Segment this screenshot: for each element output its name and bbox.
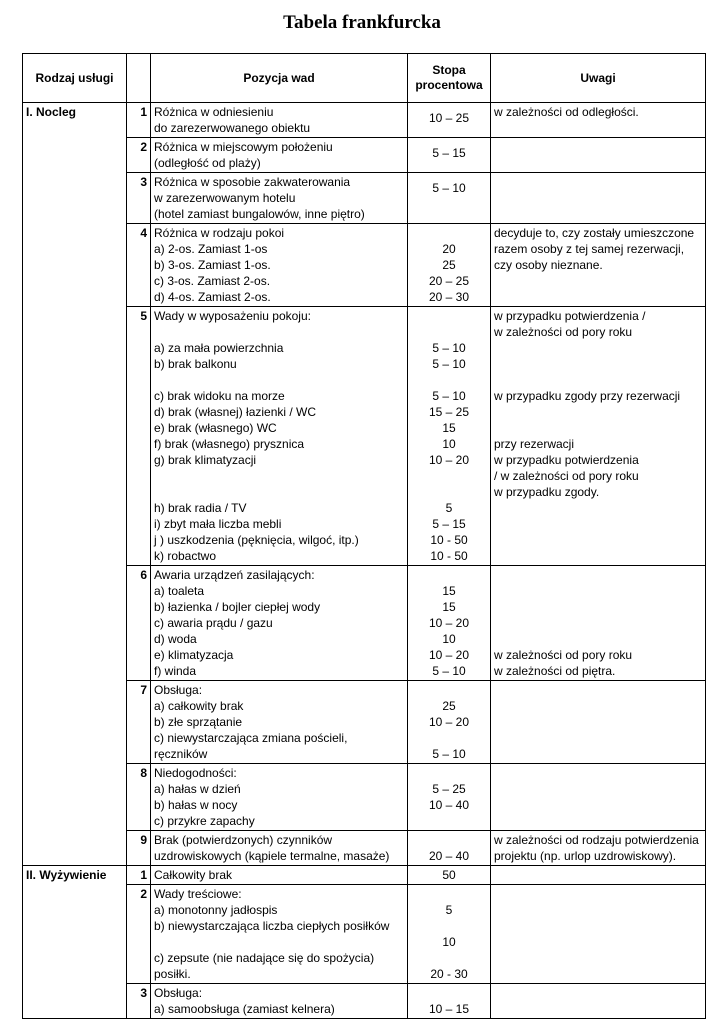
note-text [494,631,702,647]
position-line: f) winda [154,664,197,678]
note-text [494,548,702,564]
position-cell [151,103,408,138]
rate-value: 50 [442,868,456,882]
rate-value: 5 – 10 [432,181,466,195]
rate-value [411,372,487,388]
notes-cell [491,831,706,866]
rate-value: 15 [442,421,456,435]
position-line: b) hałas w nocy [154,798,238,812]
position-line: k) robactwo [154,549,217,563]
rate-value: 5 – 10 [432,747,466,761]
notes-cell [491,307,706,566]
note-text: w zależności od odległości. [494,105,639,119]
note-text [494,404,702,420]
rate-value: 5 – 10 [432,341,466,355]
position-line: a) monotonny jadłospis [154,903,278,917]
position-line: a) toaleta [154,584,205,598]
position-cell [151,866,408,885]
position-cell [151,224,408,307]
note-text [494,532,702,548]
rate-value: 10 [442,437,456,451]
position-line: b) brak balkonu [154,357,237,371]
position-cell [151,681,408,764]
position-line: c) brak widoku na morze [154,389,285,403]
note-text [494,567,702,583]
position-line [154,468,404,484]
rate-value: 15 – 25 [428,405,470,419]
rate-value [411,832,487,848]
rate-value [411,308,487,324]
position-line: c) przykre zapachy [154,814,255,828]
rate-value [411,484,487,500]
position-line: a) całkowity brak [154,699,244,713]
position-line [154,372,404,388]
position-line: w zarezerwowanym hotelu [154,191,296,205]
rate-value: 5 – 25 [432,782,466,796]
note-text: / w zależności od pory roku [494,469,639,483]
note-text: w zależności od rodzaju potwierdzenia [494,833,699,847]
row-number: 6 [127,566,151,681]
rate-cell [408,984,491,1019]
position-line: f) brak (własnego) prysznica [154,437,305,451]
rate-value [411,324,487,340]
position-line: Brak (potwierdzonych) czynników [154,833,333,847]
rate-value: 10 – 20 [428,715,470,729]
position-line: Różnica w miejscowym położeniu [154,140,333,154]
rate-cell [408,866,491,885]
rate-value [411,682,487,698]
notes-cell [491,984,706,1019]
position-line: b) 3-os. Zamiast 1-os. [154,258,271,272]
rate-value: 5 – 10 [432,389,466,403]
position-line [154,324,404,340]
note-text [494,516,702,532]
header-notes: Uwagi [491,54,706,103]
note-text: decydujе to, czy zostały umieszczone razem osoby z tej samej rezerwacji, czy osoby nieznane. [494,226,695,272]
notes-cell [491,866,706,885]
rate-value [411,765,487,781]
position-line: b) niewystarczająca liczba ciepłych posiłków [154,919,390,933]
rate-value: 25 [442,699,456,713]
rate-value: 10 – 20 [428,616,470,630]
position-line: h) brak radia / TV [154,501,247,515]
position-line: c) niewystarczająca zmiana pościeli, [154,731,348,745]
position-line: c) zepsute (nie nadające się do spożycia) [154,951,375,965]
position-line: ręczników [154,747,208,761]
rate-cell [408,566,491,681]
row-number: 8 [127,764,151,831]
row-number: 1 [127,866,151,885]
notes-cell [491,224,706,307]
rate-value: 10 - 50 [430,533,468,547]
table-header-row [23,54,706,103]
rate-value: 20 – 40 [428,849,470,863]
rate-cell [408,173,491,224]
position-line: Wady treściowe: [154,887,242,901]
note-text: w przypadku zgody. [494,485,600,499]
rate-value: 15 [442,584,456,598]
rate-value: 5 [445,903,453,917]
position-line: j ) uszkodzenia (pęknięcia, wilgoć, itp.) [154,533,359,547]
category-cell: I. Nocleg [23,103,127,866]
position-cell [151,173,408,224]
table-row [23,103,706,138]
rate-cell [408,307,491,566]
position-cell [151,566,408,681]
note-text: w zależności od piętra. [494,664,616,678]
header-position: Pozycja wad [151,54,408,103]
position-line: Różnica w sposobie zakwaterowania [154,175,351,189]
row-number: 9 [127,831,151,866]
rate-cell [408,831,491,866]
rate-value: 10 – 20 [428,453,470,467]
rate-value: 5 – 15 [432,146,466,160]
position-line: c) 3-os. Zamiast 2-os. [154,274,271,288]
rate-value [411,567,487,583]
position-line: Obsługa: [154,683,203,697]
position-line: do zarezerwowanego obiektu [154,121,311,135]
note-text [494,599,702,615]
position-line: g) brak klimatyzacji [154,453,257,467]
position-line: Awaria urządzeń zasilających: [154,568,315,582]
notes-cell [491,173,706,224]
position-line: Wady w wyposażeniu pokoju: [154,309,311,323]
frankfurt-table [22,53,706,1019]
rate-value [411,985,487,1001]
rate-value [411,950,487,966]
note-text: projektu (np. urlop uzdrowiskowy). [494,849,677,863]
rate-value: 10 [442,935,456,949]
row-number: 3 [127,173,151,224]
position-line: Różnica w rodzaju pokoi [154,226,285,240]
position-line: d) 4-os. Zamiast 2-os. [154,290,271,304]
rate-cell [408,138,491,173]
rate-value: 10 – 25 [428,111,470,125]
table-row [23,866,706,885]
rate-value: 5 – 15 [432,517,466,531]
header-rate: Stopa procentowa [408,54,491,103]
position-line: Niedogodności: [154,766,237,780]
position-line: c) awaria prądu / gazu [154,616,273,630]
header-number [127,54,151,103]
note-text: w zależności od pory roku [494,325,633,339]
position-line: (hotel zamiast bungalowów, inne piętro) [154,207,365,221]
rate-value: 5 [445,501,453,515]
position-line: e) klimatyzacja [154,648,234,662]
position-line: Całkowity brak [154,868,233,882]
position-line: a) samoobsługa (zamiast kelnera) [154,1002,335,1016]
note-text [494,420,702,436]
note-text [494,372,702,388]
note-text [494,340,702,356]
note-text: w przypadku zgody przy rezerwacji [494,389,681,403]
rate-value: 20 – 30 [428,290,470,304]
position-line: i) zbyt mała liczba mebli [154,517,282,531]
row-number: 1 [127,103,151,138]
rate-cell [408,681,491,764]
position-line: a) za mała powierzchnia [154,341,284,355]
rate-value [411,918,487,934]
rate-value: 10 [442,632,456,646]
document-title: Tabela frankfurcka [283,12,441,33]
rate-value [411,813,487,829]
position-line: (odległość od plaży) [154,156,261,170]
position-line: a) 2-os. Zamiast 1-os [154,242,268,256]
header-category: Rodzaj usługi [23,54,127,103]
row-number: 2 [127,138,151,173]
row-number: 7 [127,681,151,764]
notes-cell [491,103,706,138]
notes-cell [491,566,706,681]
position-line: b) złe sprzątanie [154,715,243,729]
note-text: w przypadku potwierdzenia [494,453,639,467]
table-body [23,103,706,1019]
category-cell: II. Wyżywienie [23,866,127,1019]
rate-value [411,225,487,241]
position-line: d) brak (własnej) łazienki / WC [154,405,317,419]
rate-value: 10 – 40 [428,798,470,812]
rate-value: 25 [442,258,456,272]
position-line: a) hałas w dzień [154,782,241,796]
note-text [494,500,702,516]
rate-cell [408,764,491,831]
rate-value: 5 – 10 [432,664,466,678]
row-number: 2 [127,885,151,984]
rate-value [411,730,487,746]
row-number: 4 [127,224,151,307]
position-cell [151,307,408,566]
position-line: e) brak (własnego) WC [154,421,277,435]
rate-value: 20 [442,242,456,256]
rate-value: 10 - 50 [430,549,468,563]
rate-value: 20 – 25 [428,274,470,288]
position-line: Obsługa: [154,986,203,1000]
note-text: przy rezerwacji [494,437,575,451]
note-text [494,356,702,372]
rate-value: 10 – 20 [428,648,470,662]
rate-value: 15 [442,600,456,614]
rate-value: 20 - 30 [430,967,468,981]
position-cell [151,885,408,984]
note-text [494,615,702,631]
notes-cell [491,681,706,764]
rate-cell [408,885,491,984]
position-cell [151,764,408,831]
rate-value: 5 – 10 [432,357,466,371]
rate-value: 10 – 15 [428,1002,470,1016]
rate-value [411,468,487,484]
note-text [494,583,702,599]
row-number: 5 [127,307,151,566]
rate-value [411,886,487,902]
rate-cell [408,103,491,138]
position-cell [151,831,408,866]
notes-cell [491,885,706,984]
position-cell [151,138,408,173]
notes-cell [491,138,706,173]
position-line: b) łazienka / bojler ciepłej wody [154,600,321,614]
position-line: d) woda [154,632,197,646]
position-line: Różnica w odniesieniu [154,105,274,119]
rate-cell [408,224,491,307]
position-line: posiłki. [154,967,191,981]
notes-cell [491,764,706,831]
note-text: w zależności od pory roku [494,648,633,662]
row-number: 3 [127,984,151,1019]
note-text: w przypadku potwierdzenia / [494,309,646,323]
position-line: uzdrowiskowych (kąpiele termalne, masaże) [154,849,390,863]
position-line [154,934,404,950]
position-line [154,484,404,500]
position-cell [151,984,408,1019]
